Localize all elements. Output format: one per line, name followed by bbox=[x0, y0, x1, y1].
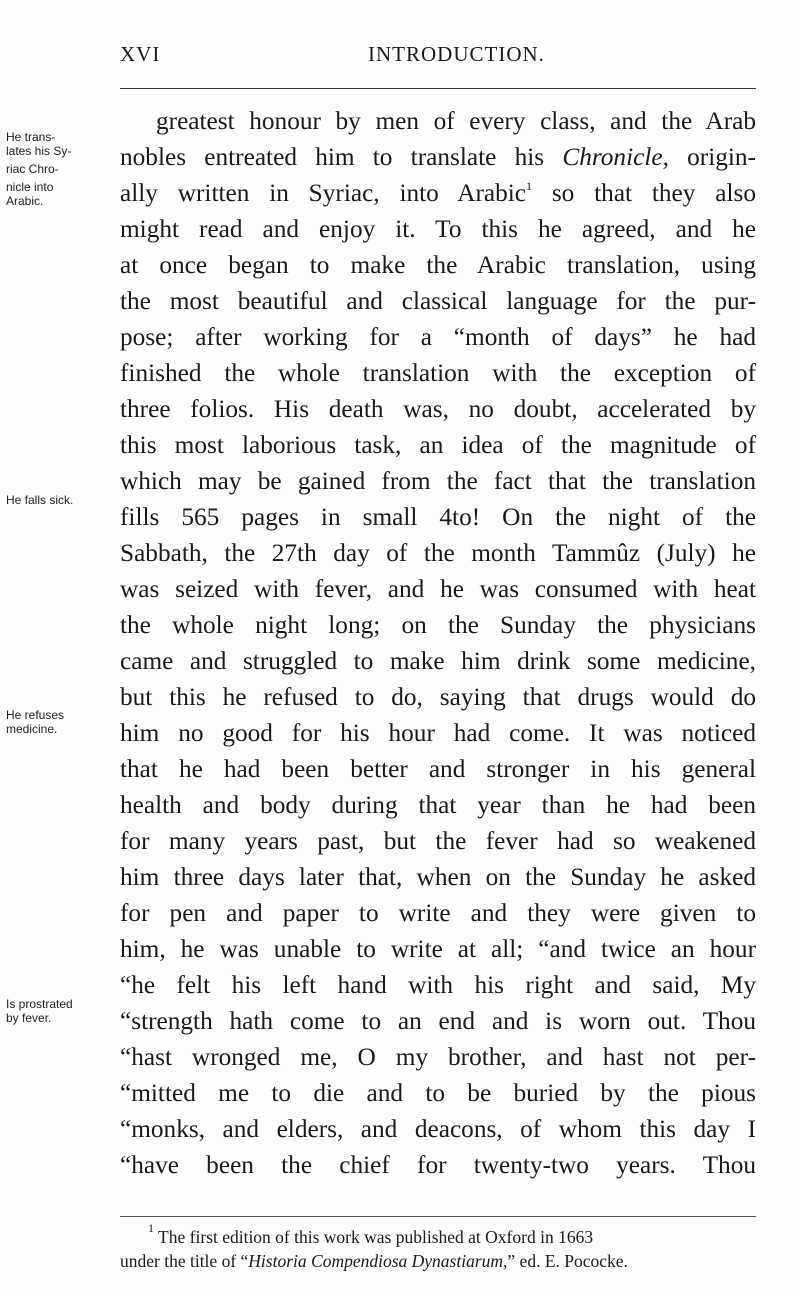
line-text: came and struggled to make him drink some medicine, bbox=[120, 647, 756, 675]
line-text: the most beautiful and classical language for the pur- bbox=[120, 287, 756, 315]
sidenote-refuses-medicine bbox=[6, 708, 118, 736]
text-line bbox=[120, 1003, 756, 1039]
line-text: three folios. His death was, no doubt, accelerated by bbox=[120, 395, 756, 423]
sidenote-line: Is prostrated bbox=[6, 997, 73, 1011]
text-line bbox=[120, 1039, 756, 1075]
text-line bbox=[120, 823, 756, 859]
text-line bbox=[120, 319, 756, 355]
text-line bbox=[120, 643, 756, 679]
footnote-marker: 1 bbox=[148, 1221, 154, 1235]
line-text: so that they also bbox=[532, 179, 756, 207]
line-text: greatest honour by men of every class, and the Arab bbox=[156, 107, 756, 135]
line-text: but this he refused to do, saying that drugs would do bbox=[120, 683, 756, 711]
text-line bbox=[120, 931, 756, 967]
text-line bbox=[120, 283, 756, 319]
line-text: that he had been better and stronger in his general bbox=[120, 755, 756, 783]
line-text: him no good for his hour had come. It was noticed bbox=[120, 719, 756, 747]
chronicle-title: Chronicle, bbox=[562, 143, 669, 171]
sidenote-line: He falls sick. bbox=[6, 493, 74, 507]
sidenote-prostrated bbox=[6, 997, 118, 1025]
line-text: Sabbath, the 27th day of the month Tammûz (July) he bbox=[120, 539, 756, 567]
text-line bbox=[156, 103, 756, 139]
footnote-text: under the title of “ bbox=[120, 1251, 249, 1271]
line-text: origin- bbox=[668, 143, 756, 171]
line-text: ally written in Syriac, into Arabic bbox=[120, 179, 527, 207]
text-line bbox=[120, 139, 756, 175]
line-text: him three days later that, when on the Sunday he asked bbox=[120, 863, 756, 891]
text-line bbox=[120, 211, 756, 247]
line-text: nobles entreated him to translate his bbox=[120, 143, 563, 171]
line-text: “monks, and elders, and deacons, of whom this day I bbox=[120, 1115, 756, 1143]
sidenote-line: He trans- bbox=[6, 130, 56, 144]
line-text: fills 565 pages in small 4to! On the night of the bbox=[120, 503, 756, 531]
text-line bbox=[120, 1147, 756, 1183]
text-line bbox=[120, 247, 756, 283]
text-line bbox=[120, 679, 756, 715]
page-number: XVI bbox=[120, 42, 161, 66]
text-line bbox=[120, 427, 756, 463]
line-text: pose; after working for a “month of days” he had bbox=[120, 323, 756, 351]
running-title: INTRODUCTION. bbox=[368, 42, 545, 66]
sidenote-line: nicle into bbox=[6, 180, 54, 194]
text-line bbox=[120, 1075, 756, 1111]
footnote-book-title: Historia Compendiosa Dynastiarum bbox=[248, 1251, 504, 1271]
text-line bbox=[120, 859, 756, 895]
line-text: health and body during that year than he had been bbox=[120, 791, 756, 819]
text-line bbox=[120, 895, 756, 931]
sidenote-falls-sick bbox=[6, 493, 118, 507]
line-text: was seized with fever, and he was consumed with heat bbox=[120, 575, 756, 603]
sidenote-line: medicine. bbox=[6, 722, 58, 736]
footnote-ref: 1 bbox=[526, 179, 533, 193]
line-text: for pen and paper to write and they were given to bbox=[120, 899, 756, 927]
line-text: for many years past, but the fever had so weakened bbox=[120, 827, 756, 855]
sidenote-line: Arabic. bbox=[6, 194, 44, 208]
text-line bbox=[120, 463, 756, 499]
text-line bbox=[120, 499, 756, 535]
line-text: which may be gained from the fact that the translation bbox=[120, 467, 756, 495]
line-text: at once began to make the Arabic translation, using bbox=[120, 251, 756, 279]
line-text: “he felt his left hand with his right and said, My bbox=[120, 971, 756, 999]
sidenote-translates bbox=[6, 130, 118, 208]
text-line bbox=[120, 175, 756, 211]
line-text: might read and enjoy it. To this he agreed, and he bbox=[120, 215, 756, 243]
line-text: the whole night long; on the Sunday the physicians bbox=[120, 611, 756, 639]
footnote-text: ,” ed. E. Pococke. bbox=[503, 1251, 628, 1271]
sidenote-line: lates his Sy- bbox=[6, 144, 72, 158]
line-text: “hast wronged me, O my brother, and hast not per- bbox=[120, 1043, 756, 1071]
footnote-text: The first edition of this work was published at Oxford in 1663 bbox=[154, 1227, 594, 1247]
text-line bbox=[120, 607, 756, 643]
sidenote-line: by fever. bbox=[6, 1011, 52, 1025]
text-line bbox=[120, 967, 756, 1003]
text-line bbox=[120, 355, 756, 391]
header-rule bbox=[120, 88, 756, 89]
line-text: this most laborious task, an idea of the magnitude of bbox=[120, 431, 756, 459]
text-line bbox=[120, 571, 756, 607]
sidenote-line: riac Chro- bbox=[6, 162, 59, 176]
line-text: “strength hath come to an end and is worn out. Thou bbox=[120, 1007, 756, 1035]
footnote-rule bbox=[120, 1216, 756, 1217]
line-text: “mitted me to die and to be buried by the pious bbox=[120, 1079, 756, 1107]
line-text: him, he was unable to write at all; “and twice an hour bbox=[120, 935, 756, 963]
footnote-line bbox=[148, 1221, 756, 1249]
text-line bbox=[120, 535, 756, 571]
text-line bbox=[120, 751, 756, 787]
sidenote-line: He refuses bbox=[6, 708, 65, 722]
footnote-line bbox=[120, 1249, 756, 1273]
line-text: finished the whole translation with the exception of bbox=[120, 359, 756, 387]
line-text: “have been the chief for twenty-two years. Thou bbox=[120, 1151, 756, 1179]
text-line bbox=[120, 715, 756, 751]
text-line bbox=[120, 391, 756, 427]
text-line bbox=[120, 1111, 756, 1147]
text-line bbox=[120, 787, 756, 823]
